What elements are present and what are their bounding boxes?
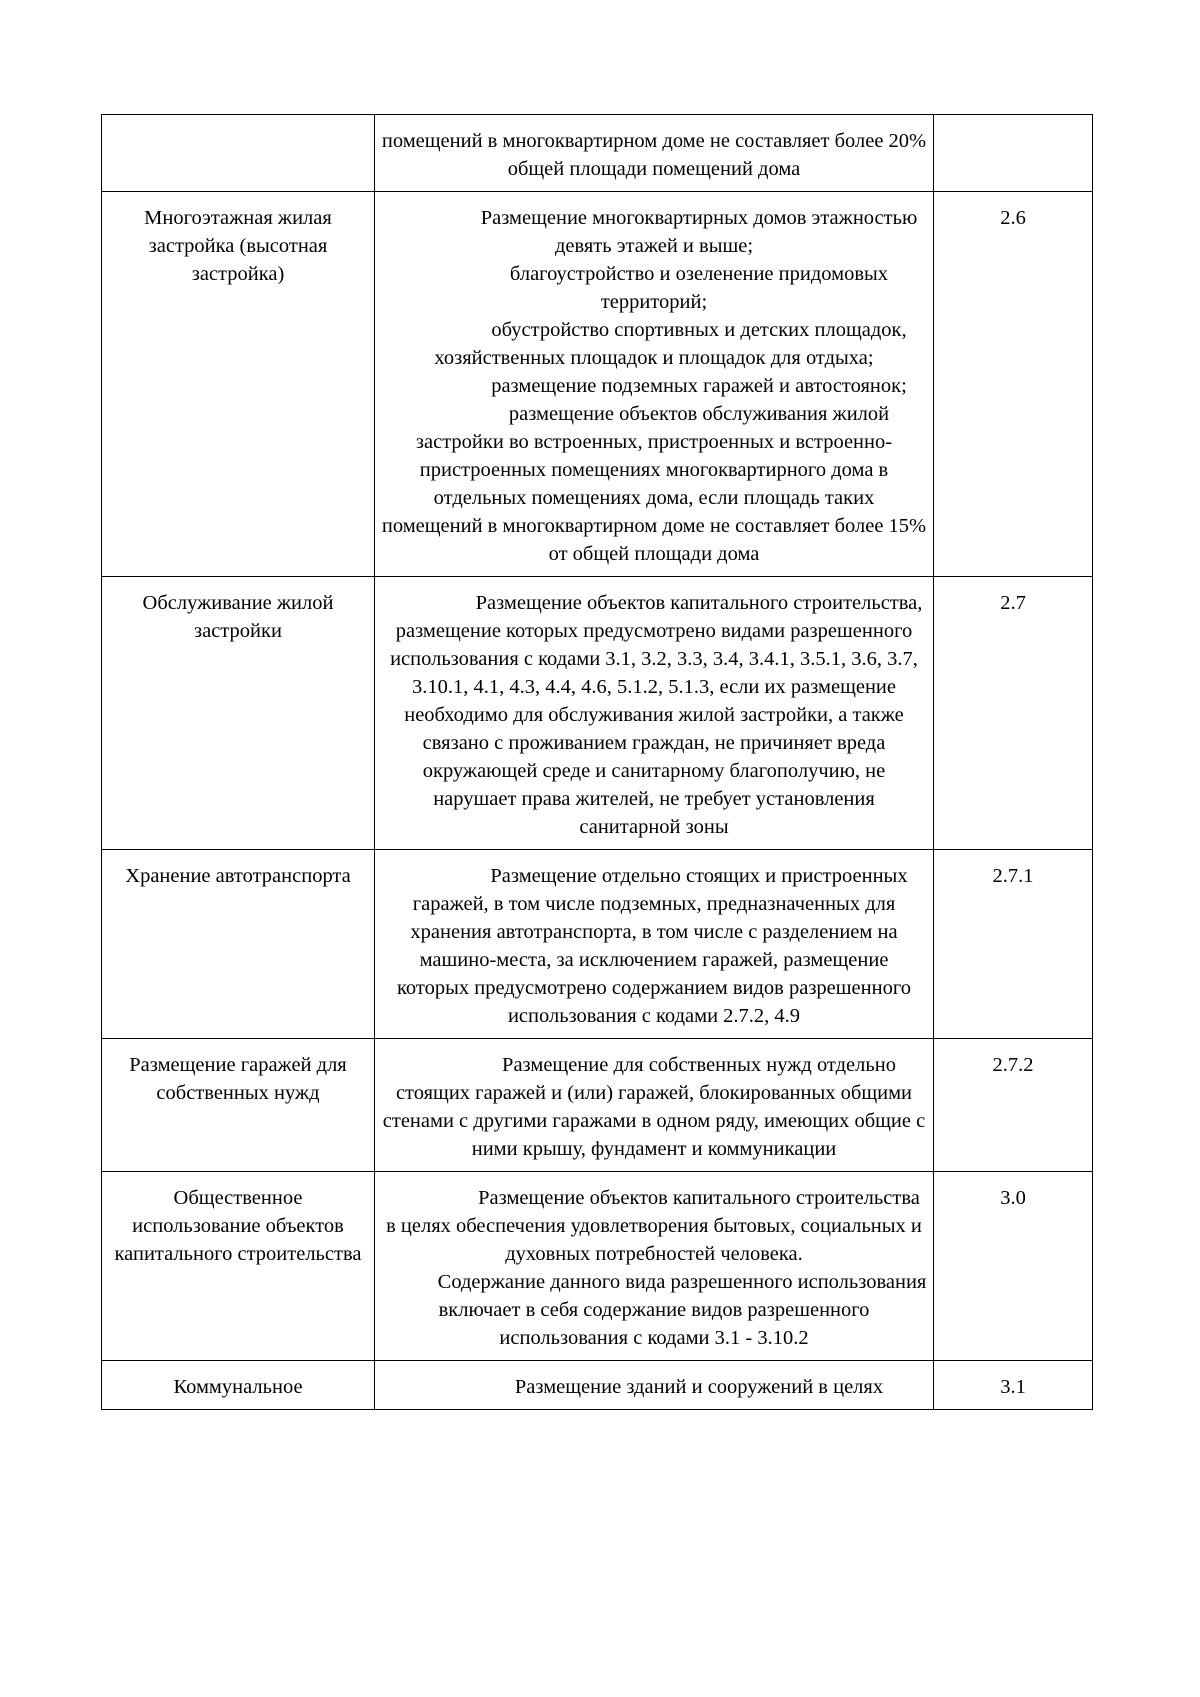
table-row — [102, 1361, 1093, 1410]
use-name-cell: Хранение автотранспорта — [102, 850, 375, 1039]
description-paragraph: благоустройство и озеленение придомовых территорий; — [509, 263, 889, 313]
description-paragraph: Размещение отдельно стоящих и пристроенных гаражей, в том числе подземных, предназначенных для хранения автотранспорта, в том числе с разделением на машино-места, за исключением гаражей, размещение которых предусмотрено содержанием видов разрешенного использования с кодами 2.7.2, 4.9 — [396, 865, 911, 1027]
description-paragraph: размещение подземных гаражей и автостоянок; — [491, 375, 907, 397]
use-description-cell — [375, 192, 934, 577]
use-description-cell — [375, 577, 934, 850]
description-paragraph: обустройство спортивных и детских площадок, хозяйственных площадок и площадок для отдыха; — [434, 319, 907, 369]
use-description-cell — [375, 1172, 934, 1361]
table-row — [102, 115, 1093, 192]
use-code-cell — [934, 115, 1093, 192]
use-description-cell — [375, 1039, 934, 1172]
table-row — [102, 577, 1093, 850]
description-paragraph: Размещение многоквартирных домов этажностью девять этажей и выше; — [480, 207, 918, 257]
use-name-cell: Обслуживание жилой застройки — [102, 577, 375, 850]
use-description-cell — [375, 115, 934, 192]
land-use-table — [101, 114, 1093, 1410]
use-name-cell: Общественное использование объектов капитального строительства — [102, 1172, 375, 1361]
table-row — [102, 1172, 1093, 1361]
description-paragraph: Размещение зданий и сооружений в целях — [514, 1376, 884, 1398]
description-paragraph: Содержание данного вида разрешенного использования включает в себя содержание видов разрешенного использования с кодами 3.1 - 3.10.2 — [437, 1271, 927, 1349]
description-paragraph: размещение объектов обслуживания жилой застройки во встроенных, пристроенных и встроенно-пристроенных помещениях многоквартирного дома в отдельных помещениях дома, если площадь таких помещений в многоквартирном доме не составляет более 15% от общей площади дома — [381, 403, 927, 565]
use-code-cell: 3.1 — [934, 1361, 1093, 1410]
use-code-cell: 2.6 — [934, 192, 1093, 577]
use-name-cell: Коммунальное — [102, 1361, 375, 1410]
use-description-cell — [375, 1361, 934, 1410]
use-name-cell — [102, 115, 375, 192]
use-name-cell: Размещение гаражей для собственных нужд — [102, 1039, 375, 1172]
description-paragraph: Размещение для собственных нужд отдельно стоящих гаражей и (или) гаражей, блокированных общими стенами с другими гаражами в одном ряду, имеющих общие с ними крышу, фундамент и коммуникации — [382, 1054, 926, 1160]
description-paragraph: Размещение объектов капитального строительства, размещение которых предусмотрено видами разрешенного использования с кодами 3.1, 3.2, 3.3, 3.4, 3.4.1, 3.5.1, 3.6, 3.7, 3.10.1, 4.1, 4.3, 4.4, 4.6, 5.1.2, 5.1.3, если их размещение необходимо для обслуживания жилой застройки, а также связано с проживанием граждан, не причиняет вреда окружающей среде и санитарному благополучию, не нарушает права жителей, не требует установления санитарной зоны — [390, 592, 923, 838]
use-code-cell: 2.7.1 — [934, 850, 1093, 1039]
description-paragraph: Размещение объектов капитального строительства в целях обеспечения удовлетворения бытовых, социальных и духовных потребностей человека. — [386, 1187, 922, 1265]
table-row — [102, 192, 1093, 577]
use-code-cell: 3.0 — [934, 1172, 1093, 1361]
table-row — [102, 1039, 1093, 1172]
use-description-cell — [375, 850, 934, 1039]
use-name-cell: Многоэтажная жилая застройка (высотная застройка) — [102, 192, 375, 577]
use-code-cell: 2.7.2 — [934, 1039, 1093, 1172]
description-paragraph: помещений в многоквартирном доме не составляет более 20% общей площади помещений дома — [381, 130, 927, 180]
table-row — [102, 850, 1093, 1039]
use-code-cell: 2.7 — [934, 577, 1093, 850]
